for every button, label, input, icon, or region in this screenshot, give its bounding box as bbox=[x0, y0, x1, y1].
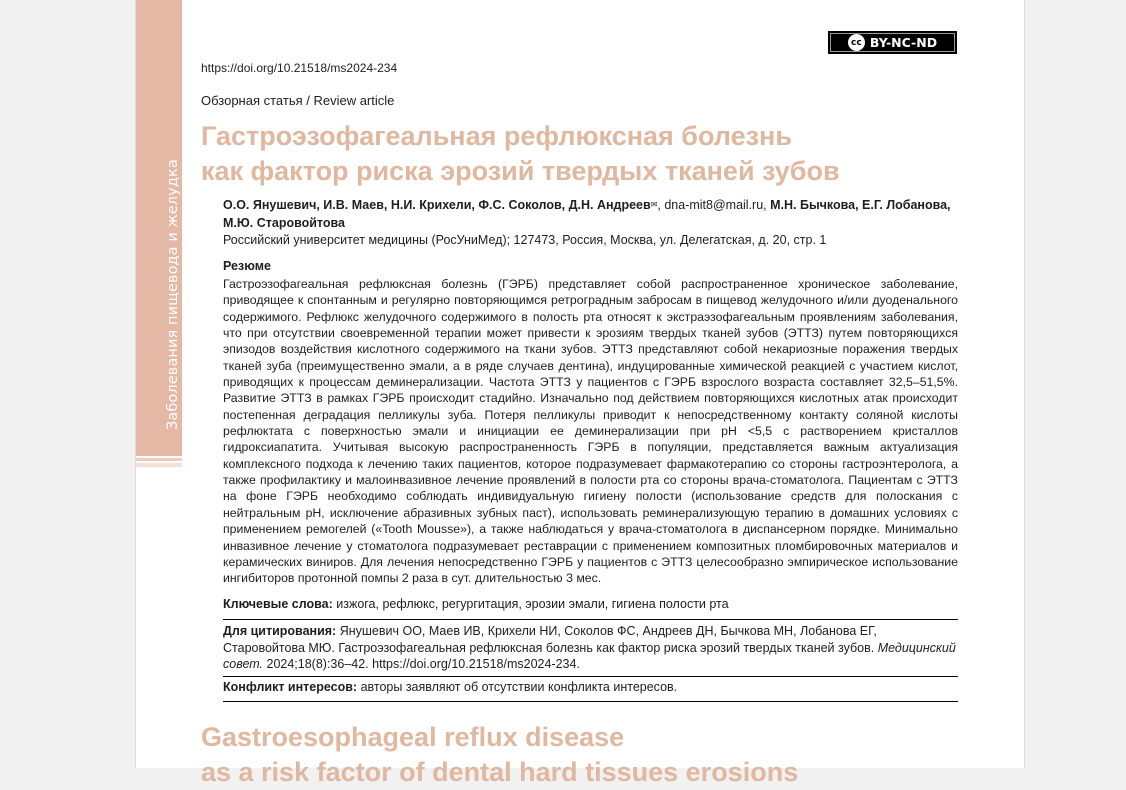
envelope-icon: ✉ bbox=[650, 200, 658, 209]
divider bbox=[223, 676, 958, 677]
keywords-text: изжога, рефлюкс, регургитация, эрозии эмали, гигиена полости рта bbox=[332, 597, 729, 611]
license-text: BY-NC-ND bbox=[869, 35, 938, 50]
title-line: Гастроэзофагеальная рефлюксная болезнь bbox=[201, 121, 792, 151]
abstract-text: Гастроэзофагеальная рефлюксная болезнь (ГЭРБ) представляет собой распространенное хроническое заболевание, приводящее к спонтанным и регулярно повторяющимся ретроградным забросам в пищевод желудочного и/или дуоденального содержимого. Рефлюкс желудочного содержимого в полость рта относят к экстраэзофагеальным проявлениям заболевания, что при отсутствии своевременной терапии может привести к эрозиям твердых тканей зубов (ЭТТЗ) путем повторяющихся эпизодов воздействия кислотного содержимого на ткани зубов. ЭТТЗ представляют собой некариозные поражения твердых тканей зуба (преимущественно эмали, а в ряде случаев дентина), индуцированные химической реакцией с участием кислот, приводящих к процессам деминерализации. Частота ЭТТЗ у пациентов с ГЭРБ взрослого возраста составляет 32,5–51,5%. Развитие ЭТТЗ в рамках ГЭРБ происходит стадийно. Изначально под действием повторяющихся кислотных атак происходит постепенная деградация пелликулы зуба. Потеря пелликулы приводит к непосредственному контакту соляной кислоты рефлюктата с поверхностью эмали и инициации ее деминерализации при pH <5,5 с растворением кристаллов гидроксиапатита. Учитывая высокую распространенность ГЭРБ в популяции, представляется важным актуализация комплексного подхода к лечению таких пациентов, которое подразумевает фармакотерапию со стороны гастроэнтеролога, а также профилактику и малоинвазивное лечение проявлений в полости рта со стороны врача-стоматолога. Пациентам с ЭТТЗ на фоне ГЭРБ необходимо соблюдать индивидуальную гигиену полости (использование средств для полоскания с нейтральным pH, исключение абразивных зубных паст), использовать реминерализующую терапию в домашних условиях с применением ремогелей («Tooth Mousse»), а также наблюдаться у врача-стоматолога в диспансерном порядке. Минимально инвазивное лечение у стоматолога подразумевает реставрации с применением композитных пломбировочных материалов и керамических виниров. Для лечения непосредственно ГЭРБ у пациентов с ЭТТЗ целесообразно эмпирическое использование ингибиторов протонной помпы 2 раза в сут. длительностью 3 мес. bbox=[223, 277, 958, 586]
conflict-label: Конфликт интересов: bbox=[223, 680, 358, 694]
conflict-of-interest bbox=[223, 680, 958, 694]
conflict-text: авторы заявляют об отсутствии конфликта интересов. bbox=[357, 680, 678, 694]
cc-license-badge[interactable] bbox=[828, 31, 957, 54]
keywords-label: Ключевые слова: bbox=[223, 597, 333, 611]
divider bbox=[223, 619, 958, 620]
article-type: Обзорная статья / Review article bbox=[201, 93, 395, 108]
sidebar-stripe bbox=[136, 463, 182, 467]
citation-ref: 2024;18(8):36–42. https://doi.org/10.21518/ms2024-234. bbox=[263, 657, 580, 671]
title-line: как фактор риска эрозий твердых тканей зубов bbox=[201, 156, 840, 186]
citation-journal: Медицинский совет. bbox=[223, 640, 956, 671]
title-line: Gastroesophageal reflux disease bbox=[201, 722, 625, 752]
citation bbox=[223, 623, 958, 673]
section-name: Заболевания пищевода и желудка bbox=[165, 159, 181, 430]
author-list bbox=[223, 196, 958, 232]
title-line: as a risk factor of dental hard tissues erosions bbox=[201, 757, 799, 787]
affiliation: Российский университет медицины (РосУниМед); 127473, Россия, Москва, ул. Делегатская, д. 20, стр. 1 bbox=[223, 233, 827, 247]
cc-icon: cc bbox=[848, 34, 865, 51]
divider bbox=[223, 701, 958, 702]
authors-first: О.О. Янушевич, И.В. Маев, Н.И. Крихели, Ф.С. Соколов, Д.Н. Андреев bbox=[223, 198, 651, 212]
sidebar-stripe bbox=[136, 458, 182, 461]
abstract-heading: Резюме bbox=[223, 259, 271, 273]
authors-rest: М.Н. Бычкова, Е.Г. Лобанова, М.Ю. Старовойтова bbox=[223, 198, 951, 230]
doi-link[interactable]: https://doi.org/10.21518/ms2024-234 bbox=[201, 61, 398, 75]
author-email[interactable]: , dna-mit8@mail.ru, bbox=[657, 198, 771, 212]
article-page bbox=[135, 0, 1025, 787]
article-title-ru bbox=[201, 119, 981, 189]
keywords bbox=[223, 597, 958, 611]
citation-text: Янушевич ОО, Маев ИВ, Крихели НИ, Соколов ФС, Андреев ДН, Бычкова МН, Лобанова ЕГ, Старовойтова МЮ. Гастроэзофагеальная рефлюксная болезнь как фактор риска эрозий твердых тканей зубов. bbox=[223, 624, 878, 655]
article-title-en bbox=[201, 720, 981, 790]
citation-label: Для цитирования: bbox=[223, 624, 337, 638]
